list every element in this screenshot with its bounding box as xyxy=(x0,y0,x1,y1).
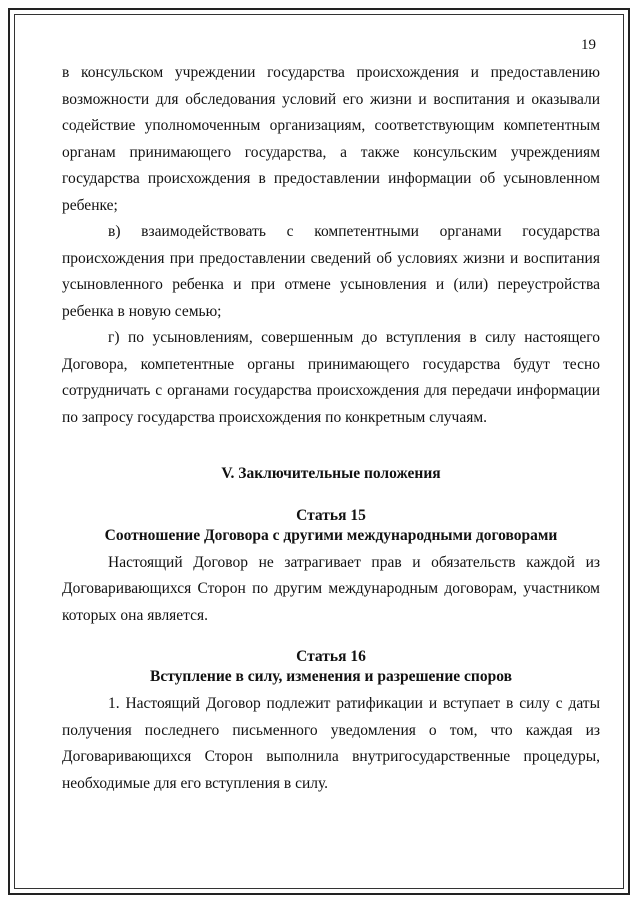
document-body xyxy=(62,60,600,797)
article-16-title: Вступление в силу, изменения и разрешение споров xyxy=(150,668,512,685)
article-16-number: Статья 16 xyxy=(296,648,366,665)
article-16-text: 1. Настоящий Договор подлежит ратификации и вступает в силу с даты получения последнего письменного уведомления о том, что каждая из Договаривающихся Сторон выполнила внутригосударственные процедуры, необходимые для его вступления в силу. xyxy=(62,695,600,792)
page-number: 19 xyxy=(581,37,596,53)
paragraph-continuation: в консульском учреждении государства происхождения и предоставлению возможности для обследования условий его жизни и воспитания и оказывали содействие уполномоченным организациям, соответствующим компетентным органам принимающего государства, а также консульским учреждениям государства происхождения в предоставлении информации об усыновленном ребенке; xyxy=(62,64,600,214)
article-16-heading xyxy=(62,647,600,687)
article-15-number: Статья 15 xyxy=(296,506,366,524)
paragraph-item-v: в) взаимодействовать с компетентными органами государства происхождения при предоставлении сведений об условиях жизни и воспитания усыновленного ребенка и при отмене усыновления и (или) переустройства ребенка в новую семью; xyxy=(62,223,600,320)
section-title: V. Заключительные положения xyxy=(221,465,441,482)
article-15-text: Настоящий Договор не затрагивает прав и обязательств каждой из Договаривающихся Сторон по другим международным договорам, участником которых она является. xyxy=(62,553,600,624)
paragraph-item-g: г) по усыновлениям, совершенным до вступления в силу настоящего Договора, компетентные органы принимающего государства будут тесно сотрудничать с органами государства происхождения для передачи информации по запросу государства происхождения по конкретным случаям. xyxy=(62,329,600,426)
article-15-title: Соотношение Договора с другими международными договорами xyxy=(104,526,558,544)
article-15-heading xyxy=(62,506,600,546)
